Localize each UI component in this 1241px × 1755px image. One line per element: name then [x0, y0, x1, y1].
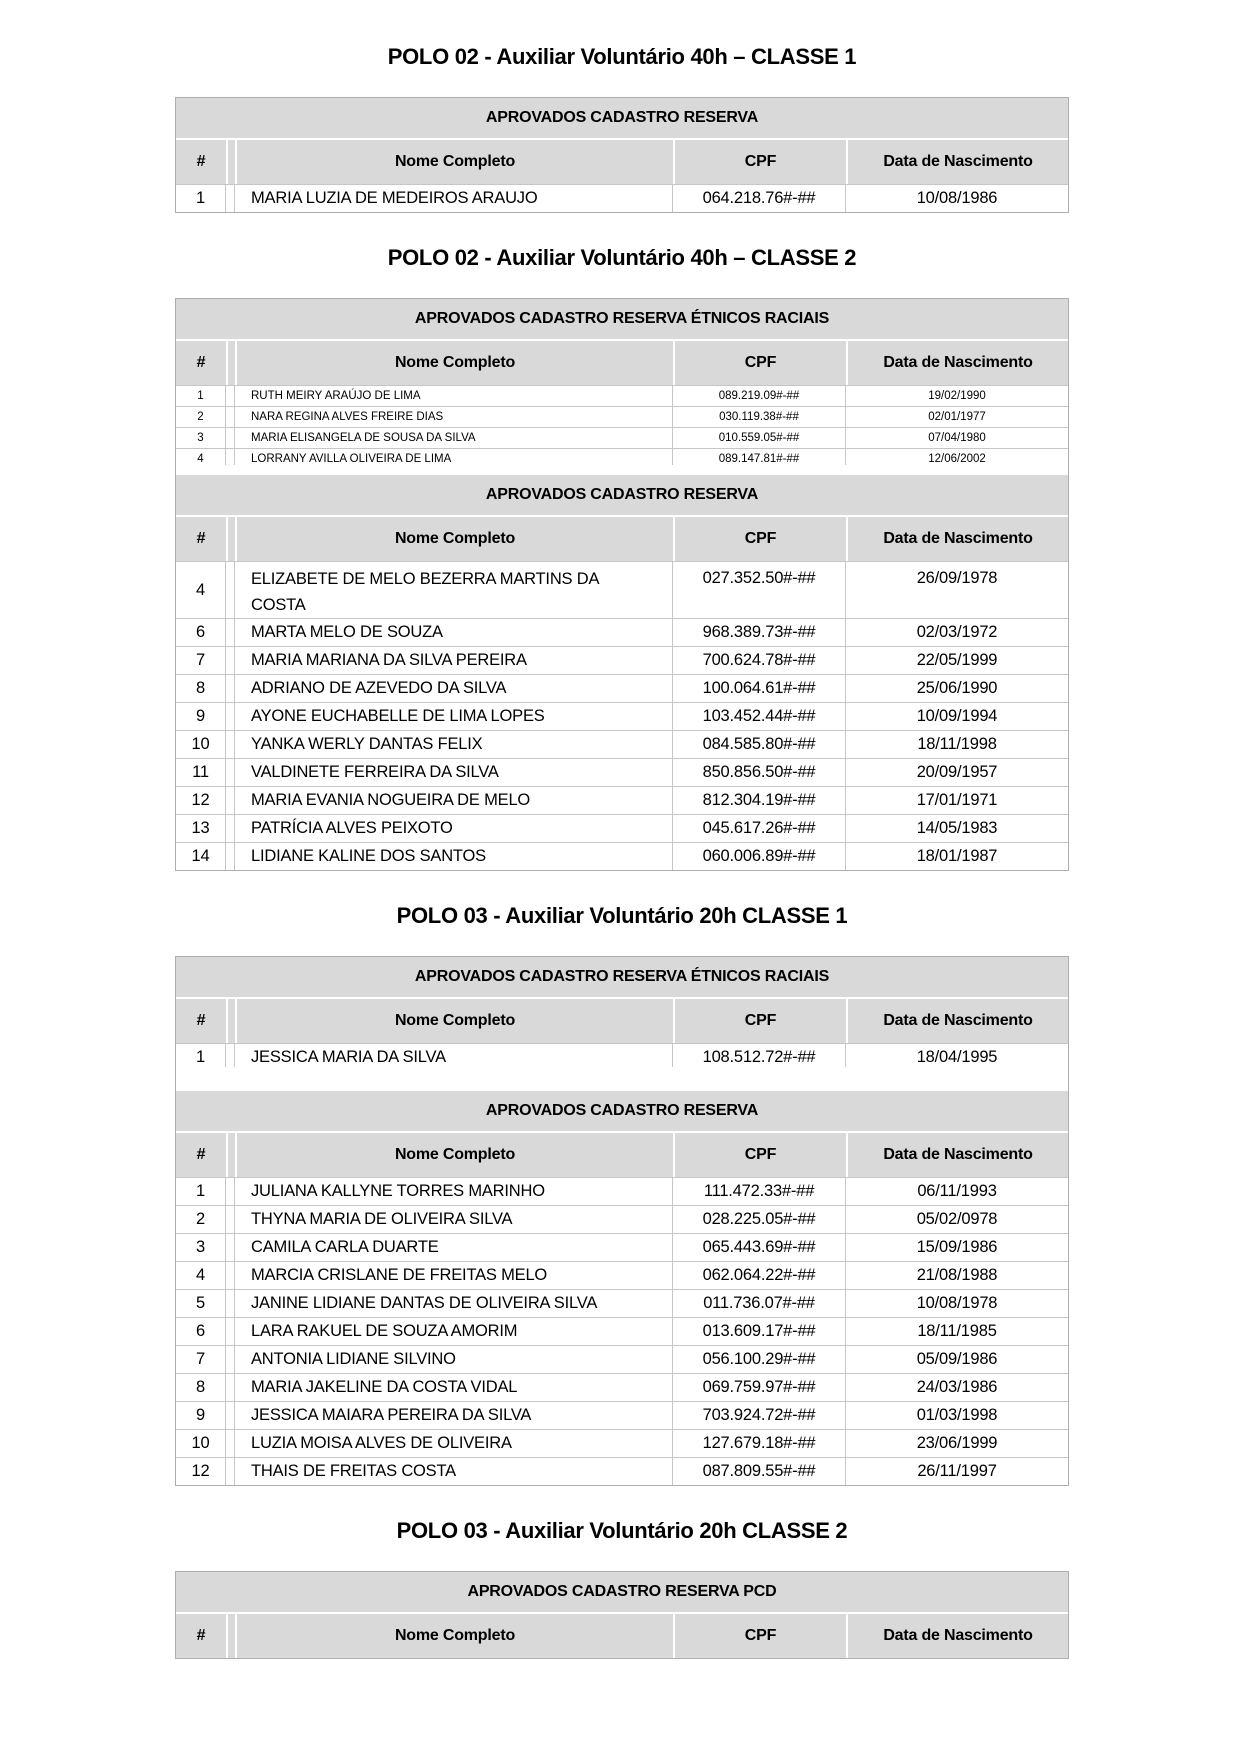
table-row	[176, 1289, 1068, 1317]
results-table	[175, 1571, 1069, 1659]
row-spacer	[226, 1346, 235, 1373]
candidate-birthdate: 15/09/1986	[916, 1238, 998, 1257]
candidate-birthdate: 12/06/2002	[928, 453, 986, 465]
row-number: 4	[176, 1262, 226, 1289]
candidate-name-cell	[235, 1318, 673, 1345]
candidate-name-cell	[235, 386, 673, 406]
table-row	[176, 448, 1068, 475]
candidate-cpf: 027.352.50#-##	[673, 562, 846, 618]
candidate-birthdate: 06/11/1993	[917, 1182, 997, 1201]
candidate-name-cell	[235, 815, 673, 842]
column-spacer	[226, 517, 235, 561]
candidate-name: JULIANA KALLYNE TORRES MARINHO	[251, 1182, 545, 1201]
row-number: 10	[176, 731, 226, 758]
row-number: 6	[176, 619, 226, 646]
candidate-cpf: 030.119.38#-##	[673, 407, 846, 427]
column-header-cpf: CPF	[673, 341, 846, 385]
row-spacer	[226, 1458, 235, 1485]
section-title: POLO 02 - Auxiliar Voluntário 40h – CLASSE 2	[387, 245, 857, 270]
candidate-name: ANTONIA LIDIANE SILVINO	[251, 1350, 456, 1369]
candidate-birthdate: 18/04/1995	[916, 1048, 998, 1067]
row-number: 4	[176, 562, 226, 618]
row-number: 5	[176, 1290, 226, 1317]
candidate-birthdate: 25/06/1990	[916, 679, 998, 698]
candidate-birthdate: 23/06/1999	[916, 1434, 998, 1453]
candidate-birthdate: 26/09/1978	[916, 569, 998, 587]
candidate-birthdate: 02/01/1977	[928, 411, 986, 423]
candidate-name-cell	[235, 1044, 673, 1067]
candidate-name-cell	[235, 1206, 673, 1233]
table-band-header: APROVADOS CADASTRO RESERVA PCD	[176, 1572, 1068, 1612]
table-row	[176, 1457, 1068, 1485]
table-row	[176, 1205, 1068, 1233]
row-spacer	[226, 386, 235, 406]
table-row	[176, 184, 1068, 212]
candidate-cpf: 013.609.17#-##	[673, 1318, 846, 1345]
table-row	[176, 674, 1068, 702]
table-rows	[176, 385, 1068, 475]
column-header-cpf: CPF	[673, 999, 846, 1043]
row-number: 7	[176, 647, 226, 674]
table-band-header: APROVADOS CADASTRO RESERVA	[176, 98, 1068, 138]
candidate-name-cell	[235, 1262, 673, 1289]
candidate-name: CAMILA CARLA DUARTE	[251, 1238, 439, 1257]
table-column-header-row	[176, 339, 1068, 385]
candidate-cpf: 850.856.50#-##	[673, 759, 846, 786]
candidate-name: THYNA MARIA DE OLIVEIRA SILVA	[251, 1210, 513, 1229]
candidate-birthdate: 10/08/1978	[916, 1294, 998, 1313]
candidate-name-cell	[235, 1374, 673, 1401]
column-header-cpf: CPF	[673, 140, 846, 184]
column-header-cpf: CPF	[673, 1133, 846, 1177]
candidate-name: AYONE EUCHABELLE DE LIMA LOPES	[251, 707, 545, 726]
candidate-name-cell	[235, 1430, 673, 1457]
column-spacer	[226, 1614, 235, 1658]
candidate-name: MARIA MARIANA DA SILVA PEREIRA	[251, 651, 527, 670]
document-content	[175, 44, 1069, 1659]
candidate-name: MARCIA CRISLANE DE FREITAS MELO	[251, 1266, 548, 1285]
row-spacer	[226, 759, 235, 786]
table-row	[176, 1345, 1068, 1373]
column-header-name: Nome Completo	[235, 517, 673, 561]
candidate-birthdate: 18/11/1985	[917, 1322, 997, 1341]
table-row	[176, 758, 1068, 786]
row-number: 1	[176, 386, 226, 406]
row-spacer	[226, 815, 235, 842]
candidate-name: MARIA JAKELINE DA COSTA VIDAL	[251, 1378, 518, 1397]
table-row	[176, 406, 1068, 427]
column-header-name: Nome Completo	[235, 1614, 673, 1658]
candidate-cpf: 056.100.29#-##	[673, 1346, 846, 1373]
candidate-birthdate: 18/11/1998	[917, 735, 997, 754]
candidate-cpf: 011.736.07#-##	[673, 1290, 846, 1317]
table-rows	[176, 1043, 1068, 1091]
candidate-birthdate: 18/01/1987	[916, 847, 998, 866]
candidate-name-cell	[235, 759, 673, 786]
candidate-name: PATRÍCIA ALVES PEIXOTO	[251, 819, 453, 838]
section-title: POLO 03 - Auxiliar Voluntário 20h CLASSE 2	[396, 1518, 848, 1544]
row-spacer	[226, 731, 235, 758]
candidate-cpf: 089.219.09#-##	[673, 386, 846, 406]
table-row	[176, 786, 1068, 814]
table-row	[176, 646, 1068, 674]
candidate-birthdate: 02/03/1972	[916, 623, 998, 642]
table-rows	[176, 1177, 1068, 1485]
candidate-cpf: 064.218.76#-##	[673, 185, 846, 212]
column-header-name: Nome Completo	[235, 999, 673, 1043]
table-row	[176, 1317, 1068, 1345]
column-spacer	[226, 140, 235, 184]
column-header-name: Nome Completo	[235, 140, 673, 184]
results-table	[175, 956, 1069, 1486]
candidate-name-cell	[235, 407, 673, 427]
column-header-birthdate: Data de Nascimento	[846, 341, 1068, 385]
row-number: 1	[176, 185, 226, 212]
candidate-cpf: 060.006.89#-##	[673, 843, 846, 870]
row-spacer	[226, 1206, 235, 1233]
candidate-birthdate: 05/02/0978	[916, 1210, 998, 1229]
table-row	[176, 1233, 1068, 1261]
candidate-birthdate: 14/05/1983	[916, 819, 998, 838]
results-table	[175, 298, 1069, 871]
table-column-header-row	[176, 1131, 1068, 1177]
candidate-name: MARIA ELISANGELA DE SOUSA DA SILVA	[251, 432, 476, 444]
column-header-cpf: CPF	[673, 1614, 846, 1658]
candidate-name-cell	[235, 675, 673, 702]
row-spacer	[226, 1178, 235, 1205]
candidate-name: JESSICA MARIA DA SILVA	[251, 1048, 446, 1067]
candidate-name: MARTA MELO DE SOUZA	[251, 623, 443, 642]
candidate-name-cell	[235, 619, 673, 646]
candidate-cpf: 700.624.78#-##	[673, 647, 846, 674]
candidate-name-cell	[235, 1346, 673, 1373]
column-header-number: #	[196, 1627, 206, 1645]
candidate-birthdate: 17/01/1971	[916, 791, 998, 810]
table-band-header: APROVADOS CADASTRO RESERVA ÉTNICOS RACIAIS	[176, 299, 1068, 339]
column-spacer	[226, 1133, 235, 1177]
table-row	[176, 1043, 1068, 1091]
table-column-header-row	[176, 138, 1068, 184]
polo-section	[175, 44, 1069, 213]
row-spacer	[226, 675, 235, 702]
column-spacer	[226, 999, 235, 1043]
candidate-name: LORRANY AVILLA OLIVEIRA DE LIMA	[251, 453, 452, 465]
candidate-cpf: 703.924.72#-##	[673, 1402, 846, 1429]
table-row	[176, 1429, 1068, 1457]
column-header-birthdate: Data de Nascimento	[846, 140, 1068, 184]
candidate-birthdate: 21/08/1988	[916, 1266, 998, 1285]
candidate-name-cell	[235, 647, 673, 674]
table-segment	[176, 1091, 1068, 1485]
section-title: POLO 02 - Auxiliar Voluntário 40h – CLASSE 1	[387, 44, 857, 69]
row-spacer	[226, 428, 235, 448]
row-number: 9	[176, 1402, 226, 1429]
candidate-cpf: 111.472.33#-##	[673, 1178, 846, 1205]
candidate-name-cell	[235, 703, 673, 730]
candidate-cpf: 968.389.73#-##	[673, 619, 846, 646]
results-table	[175, 97, 1069, 213]
candidate-birthdate: 19/02/1990	[928, 390, 986, 402]
row-spacer	[226, 619, 235, 646]
table-row	[176, 618, 1068, 646]
row-spacer	[226, 1374, 235, 1401]
candidate-name-cell	[235, 185, 673, 212]
table-segment	[176, 957, 1068, 1091]
candidate-name: RUTH MEIRY ARAÚJO DE LIMA	[251, 390, 421, 402]
row-number: 12	[176, 1458, 226, 1485]
candidate-name-cell	[235, 1290, 673, 1317]
table-row	[176, 814, 1068, 842]
candidate-cpf: 010.559.05#-##	[673, 428, 846, 448]
row-spacer	[226, 1318, 235, 1345]
candidate-cpf: 103.452.44#-##	[673, 703, 846, 730]
row-number: 13	[176, 815, 226, 842]
row-number: 8	[176, 675, 226, 702]
row-number: 2	[176, 1206, 226, 1233]
candidate-name-cell	[235, 731, 673, 758]
candidate-birthdate: 26/11/1997	[917, 1462, 997, 1481]
table-band-header: APROVADOS CADASTRO RESERVA ÉTNICOS RACIAIS	[176, 957, 1068, 997]
row-number: 9	[176, 703, 226, 730]
column-header-name: Nome Completo	[235, 1133, 673, 1177]
column-header-birthdate: Data de Nascimento	[846, 517, 1068, 561]
candidate-name-cell	[235, 428, 673, 448]
candidate-name: MARIA EVANIA NOGUEIRA DE MELO	[251, 791, 531, 810]
row-number: 3	[176, 1234, 226, 1261]
table-segment	[176, 475, 1068, 870]
candidate-name-cell	[235, 449, 673, 465]
row-number: 14	[176, 843, 226, 870]
polo-section	[175, 245, 1069, 871]
candidate-name-cell	[235, 1234, 673, 1261]
row-number: 2	[176, 407, 226, 427]
table-column-header-row	[176, 997, 1068, 1043]
row-spacer	[226, 407, 235, 427]
column-header-number: #	[196, 1012, 206, 1030]
row-spacer	[226, 703, 235, 730]
table-row	[176, 561, 1068, 618]
row-spacer	[226, 562, 235, 618]
row-number: 6	[176, 1318, 226, 1345]
table-rows	[176, 561, 1068, 870]
candidate-birthdate: 05/09/1986	[916, 1350, 998, 1369]
candidate-birthdate: 24/03/1986	[916, 1378, 998, 1397]
candidate-birthdate: 01/03/1998	[916, 1406, 998, 1425]
candidate-cpf: 084.585.80#-##	[673, 731, 846, 758]
column-header-cpf: CPF	[673, 517, 846, 561]
candidate-cpf: 045.617.26#-##	[673, 815, 846, 842]
table-band-header: APROVADOS CADASTRO RESERVA	[176, 475, 1068, 515]
candidate-name-cell	[235, 1458, 673, 1485]
candidate-cpf: 127.679.18#-##	[673, 1430, 846, 1457]
candidate-name-cell	[235, 787, 673, 814]
column-header-birthdate: Data de Nascimento	[846, 999, 1068, 1043]
row-number: 7	[176, 1346, 226, 1373]
row-spacer	[226, 787, 235, 814]
table-row	[176, 1401, 1068, 1429]
candidate-birthdate: 10/08/1986	[916, 189, 998, 207]
row-number: 3	[176, 428, 226, 448]
candidate-cpf: 065.443.69#-##	[673, 1234, 846, 1261]
candidate-name: LIDIANE KALINE DOS SANTOS	[251, 847, 486, 866]
column-header-number: #	[196, 530, 206, 547]
column-header-birthdate: Data de Nascimento	[846, 1614, 1068, 1658]
candidate-cpf: 812.304.19#-##	[673, 787, 846, 814]
candidate-name-cell	[235, 562, 673, 618]
candidate-birthdate: 10/09/1994	[916, 707, 998, 726]
table-row	[176, 730, 1068, 758]
row-number: 8	[176, 1374, 226, 1401]
candidate-name-cell	[235, 1178, 673, 1205]
row-spacer	[226, 1290, 235, 1317]
candidate-name-cell	[235, 843, 673, 870]
candidate-birthdate: 07/04/1980	[928, 432, 986, 444]
table-segment	[176, 1572, 1068, 1658]
row-spacer	[226, 449, 235, 465]
row-spacer	[226, 647, 235, 674]
candidate-name: YANKA WERLY DANTAS FELIX	[251, 735, 483, 754]
row-number: 12	[176, 787, 226, 814]
candidate-name: NARA REGINA ALVES FREIRE DIAS	[251, 411, 444, 423]
table-segment	[176, 98, 1068, 212]
candidate-name: LARA RAKUEL DE SOUZA AMORIM	[251, 1322, 518, 1341]
candidate-birthdate: 20/09/1957	[916, 763, 998, 782]
column-header-birthdate: Data de Nascimento	[846, 1133, 1068, 1177]
column-spacer	[226, 341, 235, 385]
candidate-cpf: 087.809.55#-##	[673, 1458, 846, 1485]
candidate-name: LUZIA MOISA ALVES DE OLIVEIRA	[251, 1434, 512, 1453]
table-rows	[176, 184, 1068, 212]
row-number: 1	[176, 1178, 226, 1205]
table-row	[176, 385, 1068, 406]
table-row	[176, 1261, 1068, 1289]
table-row	[176, 427, 1068, 448]
polo-section	[175, 1518, 1069, 1659]
polo-section	[175, 903, 1069, 1486]
row-spacer	[226, 1430, 235, 1457]
row-number: 4	[176, 449, 226, 465]
candidate-cpf: 108.512.72#-##	[673, 1044, 846, 1067]
column-header-name: Nome Completo	[235, 341, 673, 385]
row-number: 10	[176, 1430, 226, 1457]
column-header-number: #	[196, 354, 206, 371]
candidate-name: VALDINETE FERREIRA DA SILVA	[251, 763, 499, 782]
row-spacer	[226, 1402, 235, 1429]
row-spacer	[226, 843, 235, 870]
table-row	[176, 1373, 1068, 1401]
candidate-cpf: 062.064.22#-##	[673, 1262, 846, 1289]
row-number: 1	[176, 1044, 226, 1067]
table-band-header: APROVADOS CADASTRO RESERVA	[176, 1091, 1068, 1131]
row-number: 11	[176, 759, 226, 786]
table-row	[176, 1177, 1068, 1205]
table-column-header-row	[176, 1612, 1068, 1658]
row-spacer	[226, 185, 235, 212]
section-title: POLO 03 - Auxiliar Voluntário 20h CLASSE 1	[396, 903, 848, 929]
candidate-cpf: 089.147.81#-##	[673, 449, 846, 465]
table-column-header-row	[176, 515, 1068, 561]
candidate-cpf: 100.064.61#-##	[673, 675, 846, 702]
table-row	[176, 842, 1068, 870]
candidate-name: ADRIANO DE AZEVEDO DA SILVA	[251, 679, 507, 698]
row-spacer	[226, 1044, 235, 1067]
column-header-number: #	[196, 153, 206, 170]
candidate-name: JANINE LIDIANE DANTAS DE OLIVEIRA SILVA	[251, 1294, 598, 1313]
candidate-birthdate: 22/05/1999	[916, 651, 998, 670]
column-header-number: #	[196, 1146, 206, 1164]
candidate-cpf: 028.225.05#-##	[673, 1206, 846, 1233]
table-segment	[176, 299, 1068, 475]
table-row	[176, 702, 1068, 730]
row-spacer	[226, 1262, 235, 1289]
candidate-name: MARIA LUZIA DE MEDEIROS ARAUJO	[251, 189, 538, 207]
candidate-name: ELIZABETE DE MELO BEZERRA MARTINS DA COSTA	[251, 570, 599, 614]
row-spacer	[226, 1234, 235, 1261]
candidate-name: JESSICA MAIARA PEREIRA DA SILVA	[251, 1406, 532, 1425]
candidate-name: THAIS DE FREITAS COSTA	[251, 1462, 456, 1481]
candidate-name-cell	[235, 1402, 673, 1429]
candidate-cpf: 069.759.97#-##	[673, 1374, 846, 1401]
